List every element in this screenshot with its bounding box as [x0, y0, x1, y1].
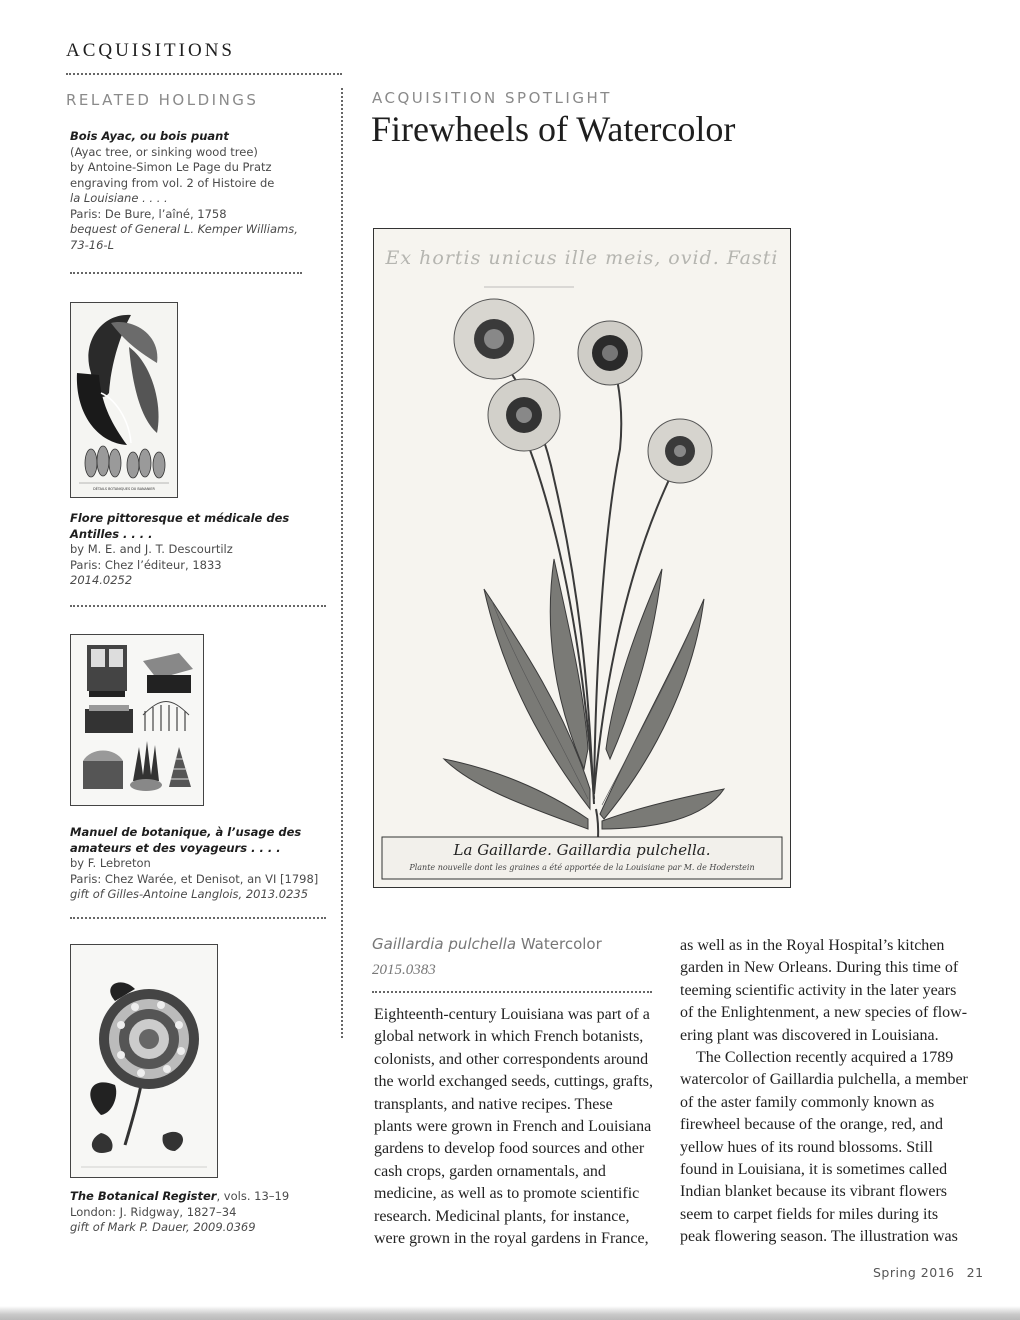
body-line: global network in which French botanists,: [374, 1028, 644, 1046]
holding-line: by M. E. and J. T. Descourtilz: [70, 542, 233, 556]
entry-divider: [70, 917, 326, 919]
caption-accession: 2015.0383: [372, 962, 436, 978]
holding-entry-1: [70, 129, 332, 253]
body-line: Eighteenth-century Louisiana was part of a: [374, 1006, 650, 1023]
body-line: Indian blanket because its vibrant flowers: [680, 1183, 948, 1201]
holding-line: by F. Lebreton: [70, 856, 151, 870]
body-line: seem to carpet fields for miles during its: [680, 1205, 939, 1223]
body-line: yellow hues of its round blossoms. Still: [680, 1138, 933, 1156]
holding-line: Paris: De Bure, l’aîné, 1758: [70, 206, 227, 221]
body-line: research. Medicinal plants, for instance,: [374, 1207, 630, 1225]
holding-entry-2: [70, 511, 332, 589]
body-column-1: [374, 1004, 662, 1250]
holding-line: la Louisiane . . . .: [70, 191, 168, 205]
body-line: medicine, as well as to promote scientific: [374, 1185, 640, 1203]
holding-title-cont: Antilles . . . .: [70, 526, 153, 541]
garden-frames-plate-image: [70, 634, 204, 806]
holding-line: (Ayac tree, or sinking wood tree): [70, 144, 258, 159]
body-line: as well as in the Royal Hospital’s kitchen: [680, 937, 945, 954]
body-line: found in Louisiana, it is sometimes called: [680, 1161, 948, 1179]
banana-plate-image: [70, 302, 178, 498]
gaillardia-watercolor-image: [373, 228, 791, 888]
holding-accession: 2014.0252: [70, 573, 133, 587]
body-line: watercolor of Gaillardia pulchella, a member: [680, 1071, 968, 1089]
section-label: ACQUISITIONS: [66, 40, 235, 61]
holding-line: by Antoine-Simon Le Page du Pratz: [70, 160, 272, 174]
holding-line: Paris: Chez l’éditeur, 1833: [70, 557, 222, 572]
holding-line: Paris: Chez Warée, et Denisot, an VI [1798]: [70, 871, 319, 886]
artwork-label-note: Plante nouvelle dont les graines a été apportée de la Louisiane par M. de Hoderstein: [409, 863, 755, 872]
body-line: cash crops, garden ornamentals, and: [374, 1162, 606, 1180]
body-line: of the aster family commonly known as: [680, 1093, 935, 1111]
issue-label: Spring 2016: [873, 1265, 955, 1280]
holding-title: Manuel de botanique, à l’usage des: [70, 825, 302, 839]
holding-title: Flore pittoresque et médicale des: [70, 511, 290, 525]
body-line: The Collection recently acquired a 1789: [696, 1049, 954, 1067]
body-line: peak flowering season. The illustration was: [680, 1228, 958, 1246]
body-line: of the Enlightenment, a new species of flow-: [680, 1004, 968, 1022]
page-folio: [873, 1265, 984, 1280]
holding-entry-4: [70, 1189, 332, 1236]
banana-plate-illustration: [71, 303, 177, 497]
body-line: garden in New Orleans. During this time of: [680, 959, 959, 977]
holding-entry-3: [70, 825, 332, 903]
artwork-inscription: Ex hortis unicus ille meis, ovid. Fasti: [385, 247, 779, 269]
entry-divider: [70, 272, 302, 274]
flower-illustration: [374, 229, 790, 887]
page-title: Firewheels of Watercolor: [371, 109, 736, 149]
holding-title-cont: amateurs et des voyageurs . . . .: [70, 840, 281, 855]
holding-accession: 73-16-L: [70, 237, 114, 252]
camellia-illustration: [71, 945, 217, 1177]
caption-species: Gaillardia pulchella: [372, 935, 517, 953]
body-line: colonists, and other correspondents around: [374, 1050, 649, 1068]
holding-credit: bequest of General L. Kemper Williams,: [70, 222, 298, 236]
holding-title: The Botanical Register: [70, 1189, 217, 1203]
spotlight-label: ACQUISITION SPOTLIGHT: [372, 89, 612, 107]
artwork-caption: [372, 935, 602, 953]
holding-title: Bois Ayac, ou bois puant: [70, 129, 229, 143]
body-column-2: [680, 935, 976, 1249]
scan-edge: [0, 1306, 1020, 1320]
holding-line: engraving from vol. 2 of Histoire de: [70, 175, 275, 190]
page-number: 21: [966, 1265, 984, 1280]
plate-caption: DÉTAILS BOTANIQUES DU BANANIER: [93, 487, 155, 491]
body-line: gardens to develop food sources and other: [374, 1140, 645, 1158]
caption-divider: [372, 991, 652, 993]
body-line: the world exchanged seeds, cuttings, grafts,: [374, 1073, 654, 1091]
body-line: teeming scientific activity in the later years: [680, 981, 957, 999]
holding-credit: gift of Gilles-Antoine Langlois, 2013.0235: [70, 887, 309, 901]
body-line: were grown in the royal gardens in France,: [374, 1230, 649, 1248]
body-line: firewheel because of the orange, red, and: [680, 1116, 943, 1134]
holding-volumes: , vols. 13–19: [216, 1189, 290, 1203]
header-divider: [66, 73, 342, 75]
body-line: plants were grown in French and Louisiana: [374, 1118, 652, 1136]
garden-frames-illustration: [71, 635, 203, 805]
body-line: ering plant was discovered in Louisiana.: [680, 1026, 939, 1044]
column-divider: [341, 88, 343, 1038]
artwork-label-title: La Gaillarde. Gaillardia pulchella.: [453, 841, 711, 859]
body-line: transplants, and native recipes. These: [374, 1095, 613, 1113]
holding-credit: gift of Mark P. Dauer, 2009.0369: [70, 1220, 256, 1234]
caption-medium: Watercolor: [520, 935, 602, 953]
entry-divider: [70, 605, 326, 607]
sidebar-heading: RELATED HOLDINGS: [66, 91, 259, 109]
camellia-plate-image: [70, 944, 218, 1178]
holding-line: London: J. Ridgway, 1827–34: [70, 1204, 237, 1219]
